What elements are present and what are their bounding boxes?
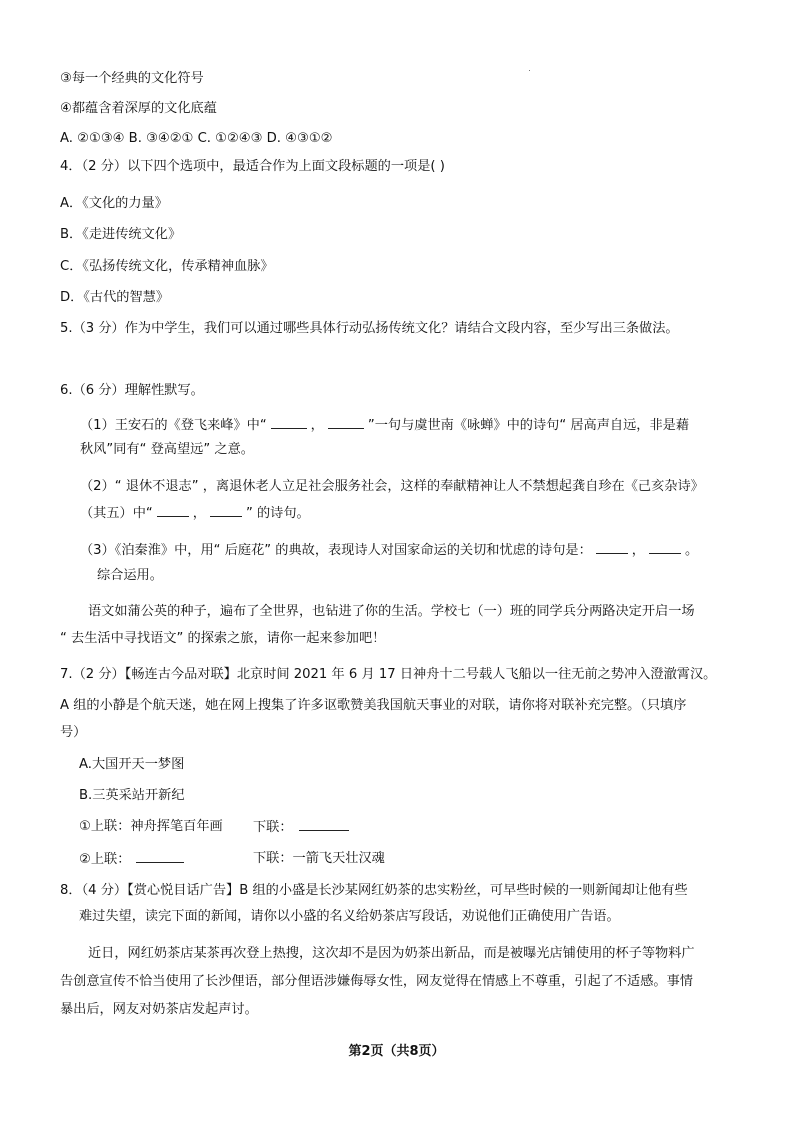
q7-stem-line-1: 7.（2 分）【畅连古今品对联】北京时间 2021 年 6 月 17 日神舟十二号载人飞船以一往无前之势冲入澄澈霄汉。 bbox=[60, 667, 717, 682]
q4-option-a: A．《文化的力量》 bbox=[60, 196, 168, 211]
q6-part-2-text-b: （其五）中“ bbox=[80, 506, 153, 521]
answer-blank[interactable] bbox=[596, 541, 628, 554]
q6-part-1-line-1 bbox=[80, 416, 689, 435]
q4-option-d: D．《古代的智慧》 bbox=[60, 290, 170, 305]
answer-blank[interactable] bbox=[157, 504, 189, 517]
q4-stem: 4．（2 分）以下四个选项中，最适合作为上面文段标题的一项是( ) bbox=[60, 159, 445, 174]
q6-part-3-comma: ， bbox=[631, 543, 645, 558]
q4-option-c: C．《弘扬传统文化，传承精神血脉》 bbox=[60, 259, 274, 274]
q7-couplet-2-upper-label: ②上联： bbox=[79, 852, 131, 867]
q6-part-1-comma: ， bbox=[310, 418, 324, 433]
section-heading: 综合运用。 bbox=[97, 568, 163, 583]
q7-couplet-1-lower bbox=[253, 818, 349, 837]
answer-blank[interactable] bbox=[328, 416, 364, 429]
q7-stem-line-2: A 组的小静是个航天迷，她在网上搜集了许多讴歌赞美我国航天事业的对联，请你将对联补充完整。（只填序 bbox=[60, 698, 687, 713]
q8-stem-line-2: 难过失望，读完下面的新闻，请你以小盛的名义给奶茶店写段话，劝说他们正确使用广告语。 bbox=[79, 909, 620, 924]
answer-blank[interactable] bbox=[299, 818, 349, 831]
q6-part-1-text-b: ”一句与虞世南《咏蝉》中的诗句“ 居高声自远，非是藉 bbox=[367, 418, 690, 433]
q7-couplet-2-lower: 下联：一箭飞天壮汉魂 bbox=[253, 851, 385, 866]
q7-option-a: A.大国开天一梦图 bbox=[79, 757, 185, 772]
q7-couplet-1-lower-label: 下联： bbox=[253, 820, 293, 835]
q7-couplet-1-upper: ①上联：神舟挥笔百年画 bbox=[79, 819, 223, 834]
q7-couplet-2-upper bbox=[79, 850, 184, 869]
q7-option-b: B.三英采站开新纪 bbox=[79, 788, 185, 803]
q7-stem-line-3: 号） bbox=[60, 725, 87, 740]
q6-part-2-line-2 bbox=[80, 504, 310, 523]
q6-part-2-text-c: ” 的诗句。 bbox=[245, 506, 310, 521]
news-line-3: 暴出后，网友对奶茶店发起声讨。 bbox=[60, 1002, 258, 1017]
q6-part-2-line-1: （2）“ 退休不退志” ，离退休老人立足社会服务社会，这样的奉献精神让人不禁想起龚自珍在《己亥杂诗》 bbox=[80, 479, 704, 494]
q5-stem: 5.（3 分）作为中学生，我们可以通过哪些具体行动弘扬传统文化？请结合文段内容，至少写出三条做法。 bbox=[60, 321, 679, 336]
news-line-2: 告创意宣传不恰当使用了长沙俚语，部分俚语涉嫌侮辱女性，网友觉得在情感上不尊重，引起了不适感。事情 bbox=[60, 974, 693, 989]
intro-line-1: 语文如蒲公英的种子，遍布了全世界，也钻进了你的生活。学校七（一）班的同学兵分两路决定开启一场 bbox=[88, 604, 695, 619]
answer-blank[interactable] bbox=[210, 504, 242, 517]
q8-stem-line-1: 8．（4 分）【赏心悦目话广告】B 组的小盛是长沙某网红奶茶的忠实粉丝，可早些时候的一则新闻却让他有些 bbox=[60, 883, 688, 898]
q6-part-3 bbox=[80, 541, 698, 560]
q3-options: A. ②①③④ B. ③④②① C. ①②④③ D. ④③①② bbox=[60, 131, 333, 146]
q6-part-1-line-2: 秋风”同有“ 登高望远” 之意。 bbox=[80, 442, 254, 457]
q3-item-3: ③每一个经典的文化符号 bbox=[60, 71, 204, 86]
scan-speck bbox=[529, 70, 530, 71]
q6-stem: 6.（6 分）理解性默写。 bbox=[60, 383, 204, 398]
answer-blank[interactable] bbox=[271, 416, 307, 429]
q6-part-3-end: 。 bbox=[684, 543, 699, 558]
q6-part-2-comma: ， bbox=[192, 506, 206, 521]
news-line-1: 近日，网红奶茶店某茶再次登上热搜，这次却不是因为奶茶出新品，而是被曝光店铺使用的杯子等物料广 bbox=[88, 946, 695, 961]
page-footer: 第2页（共8页） bbox=[348, 1044, 445, 1059]
answer-blank[interactable] bbox=[649, 541, 681, 554]
q4-option-b: B．《走进传统文化》 bbox=[60, 227, 182, 242]
intro-line-2: “ 去生活中寻找语文” 的探索之旅，请你一起来参加吧！ bbox=[60, 631, 386, 646]
q6-part-1-text-a: （1）王安石的《登飞来峰》中“ bbox=[80, 418, 267, 433]
answer-blank[interactable] bbox=[136, 850, 184, 863]
q6-part-3-text: （3）《泊秦淮》中，用“ 后庭花” 的典故，表现诗人对国家命运的关切和忧虑的诗句是： bbox=[80, 543, 592, 558]
q3-item-4: ④都蕴含着深厚的文化底蕴 bbox=[60, 101, 217, 116]
